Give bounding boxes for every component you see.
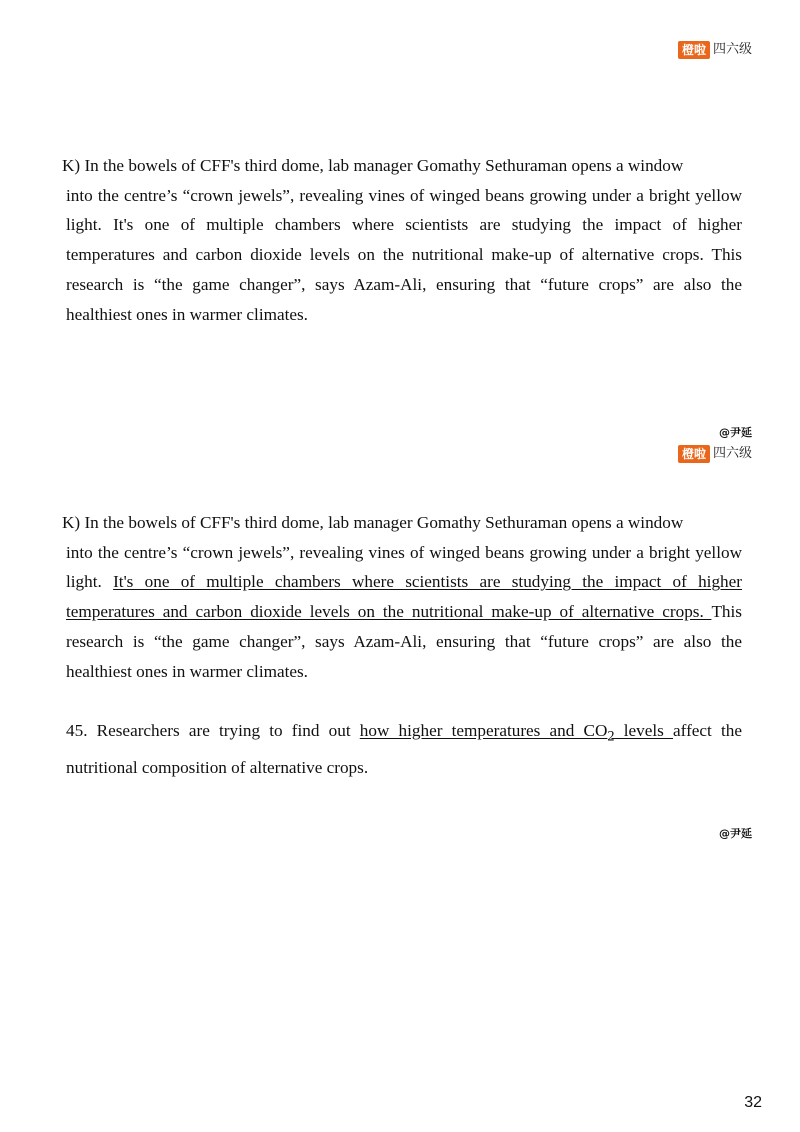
brand-header-2 (678, 445, 752, 463)
question-prefix: 45. Researchers are trying to find out (66, 721, 360, 740)
underlined-answer-evidence: It's one of multiple chambers where scientists are studying the impact of higher temperatures and carbon dioxide levels on the nutritional make-up of alternative crops. (66, 572, 742, 622)
passage-after-highlight: This research is “the game changer”, says Azam-Ali, ensuring that “future crops” are also the healthiest ones in warmer climates. (66, 602, 742, 681)
co2-subscript: 2 (607, 728, 615, 745)
page-number: 32 (744, 1094, 762, 1111)
brand-logo-2: 橙啦 (678, 445, 710, 463)
paragraph-marker: K) (62, 156, 81, 175)
question-underlined-b: levels (614, 721, 674, 740)
passage-line-1: In the bowels of CFF's third dome, lab manager Gomathy Sethuraman opens a window (80, 156, 684, 175)
question-text (66, 715, 742, 783)
passage-line-1-2: In the bowels of CFF's third dome, lab manager Gomathy Sethuraman opens a window (80, 513, 684, 532)
brand-logo: 橙啦 (678, 41, 710, 59)
passage-plain (62, 151, 742, 329)
question-underlined (359, 721, 674, 745)
question-45 (66, 715, 742, 783)
passage-highlighted (62, 508, 742, 686)
paragraph-marker-2: K) (62, 513, 81, 532)
passage-first-line-2 (62, 508, 742, 538)
brand-subtitle-2: 四六级 (712, 446, 752, 461)
passage-body: into the centre’s “crown jewels”, revealing vines of winged beans growing under a bright yellow light. It's one of multiple chambers where scientists are studying the impact of higher temperatures and carbon dioxide levels on the nutritional make-up of alternative crops. This research is “the game changer”, says Azam-Ali, ensuring that “future crops” are also the healthiest ones in warmer climates. (66, 185, 742, 324)
brand-subtitle: 四六级 (712, 42, 752, 57)
brand-header-top (678, 41, 752, 59)
passage-body-highlighted (62, 538, 742, 687)
author-signature-2: @尹延 (719, 827, 752, 840)
question-underlined-a: how higher temperatures and CO (359, 721, 608, 740)
author-signature-1: @尹延 (719, 426, 752, 439)
question-suffix: affect the nutritional composition of alternative crops. (66, 721, 742, 778)
passage-first-line (62, 151, 742, 181)
passage-before-highlight: into the centre’s “crown jewels”, revealing vines of winged beans growing under a bright yellow light. (66, 542, 742, 592)
